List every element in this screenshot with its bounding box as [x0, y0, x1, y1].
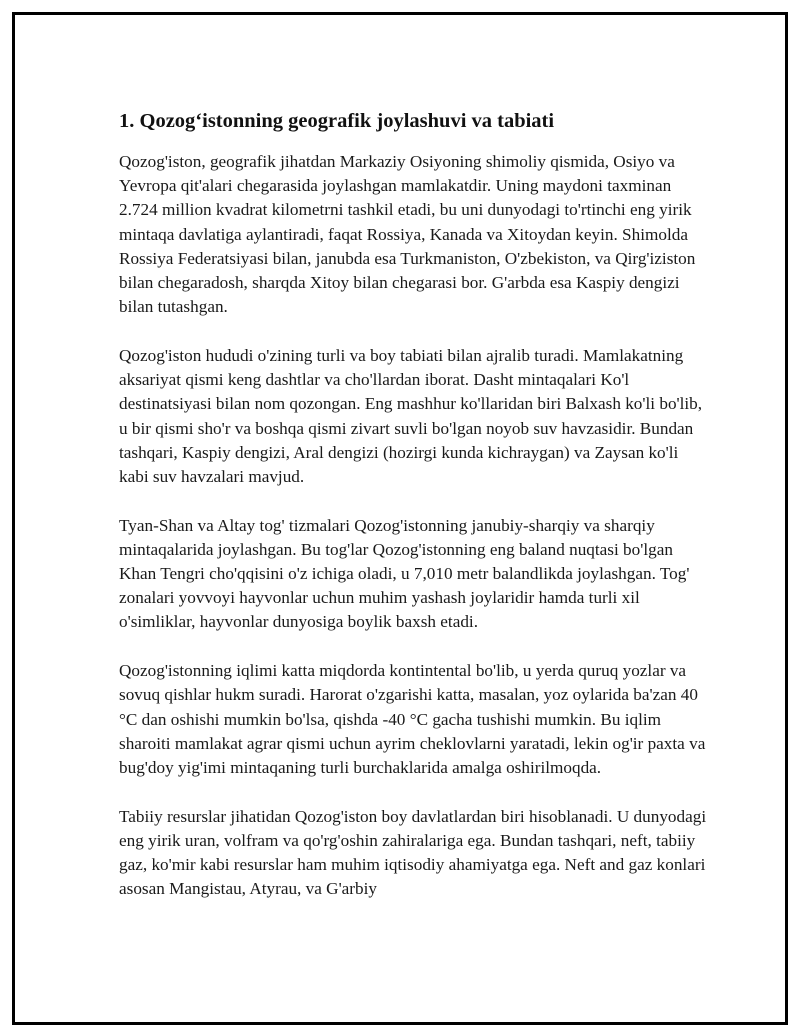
- paragraph-climate: Qozog'istonning iqlimi katta miqdorda kontintental bo'lib, u yerda quruq yozlar va sovuq qishlar hukm suradi. Harorat o'zgarishi katta, masalan, yoz oylarida ba'zan 40 °C dan oshishi mumkin bo'lsa, qishda -40 °C gacha tushishi mumkin. Bu iqlim sharoiti mamlakat agrar qismi uchun ayrim cheklovlarni yaratadi, lekin og'ir paxta va bug'doy yig'imi mintaqaning turli burchaklarida amalga oshirilmoqda.: [119, 661, 706, 777]
- section-heading: 1. Qozog‘istonning geografik joylashuvi va tabiati: [119, 110, 555, 132]
- page-frame: [12, 12, 788, 1025]
- paragraph-resources: Tabiiy resurslar jihatidan Qozog'iston boy davlatlardan biri hisoblanadi. U dunyodagi eng yirik uran, volfram va qo'rg'oshin zahiralariga ega. Bundan tashqari, neft, tabiiy gaz, ko'mir kabi resurslar ham muhim iqtisodiy ahamiyatga ega. Neft and gaz konlari asosan Mangistau, Atyrau, va G'arbiy: [119, 806, 707, 899]
- paragraph-location: Qozog'iston, geografik jihatdan Markaziy Osiyoning shimoliy qismida, Osiyo va Yevropa qit'alari chegarasida joylashgan mamlakatdir. Uning maydoni taxminan 2.724 million kvadrat kilometrni tashkil etadi, bu uni dunyodagi to'rtinchi eng yirik mintaqa davlatiga aylantiradi, faqat Rossiya, Kanada va Xitoydan keyin. Shimolda Rossiya Federatsiyasi bilan, janubda esa Turkmaniston, O'zbekiston, va Qirg'iziston bilan chegaradosh, sharqda Xitoy bilan chegarasi bor. G'arbda esa Kaspiy dengizi bilan tutashgan.: [119, 152, 696, 317]
- paragraph-nature: Qozog'iston hududi o'zining turli va boy tabiati bilan ajralib turadi. Mamlakatning aksariyat qismi keng dashtlar va cho'llardan iborat. Dasht mintaqalari Ko'l destinatsiyasi bilan nom qozongan. Eng mashhur ko'llaridan biri Balxash ko'li bo'lib, u bir qismi sho'r va boshqa qismi zivart suvli bo'lgan noyob suv havzasidir. Bundan tashqari, Kaspiy dengizi, Aral dengizi (hozirgi kunda kichraygan) va Zaysan ko'li kabi suv havzalari mavjud.: [119, 345, 703, 486]
- document-body: [119, 107, 709, 926]
- paragraph-mountains: Tyan-Shan va Altay tog' tizmalari Qozog'istonning janubiy-sharqiy va sharqiy mintaqalarida joylashgan. Bu tog'lar Qozog'istonning eng baland nuqtasi bo'lgan Khan Tengri cho'qqisini o'z ichiga oladi, u 7,010 metr balandlikda joylashgan. Tog' zonalari yovvoyi hayvonlar uchun muhim yashash joylaridir hamda turli xil o'simliklar, hayvonlar dunyosiga boylik baxsh etadi.: [119, 515, 690, 632]
